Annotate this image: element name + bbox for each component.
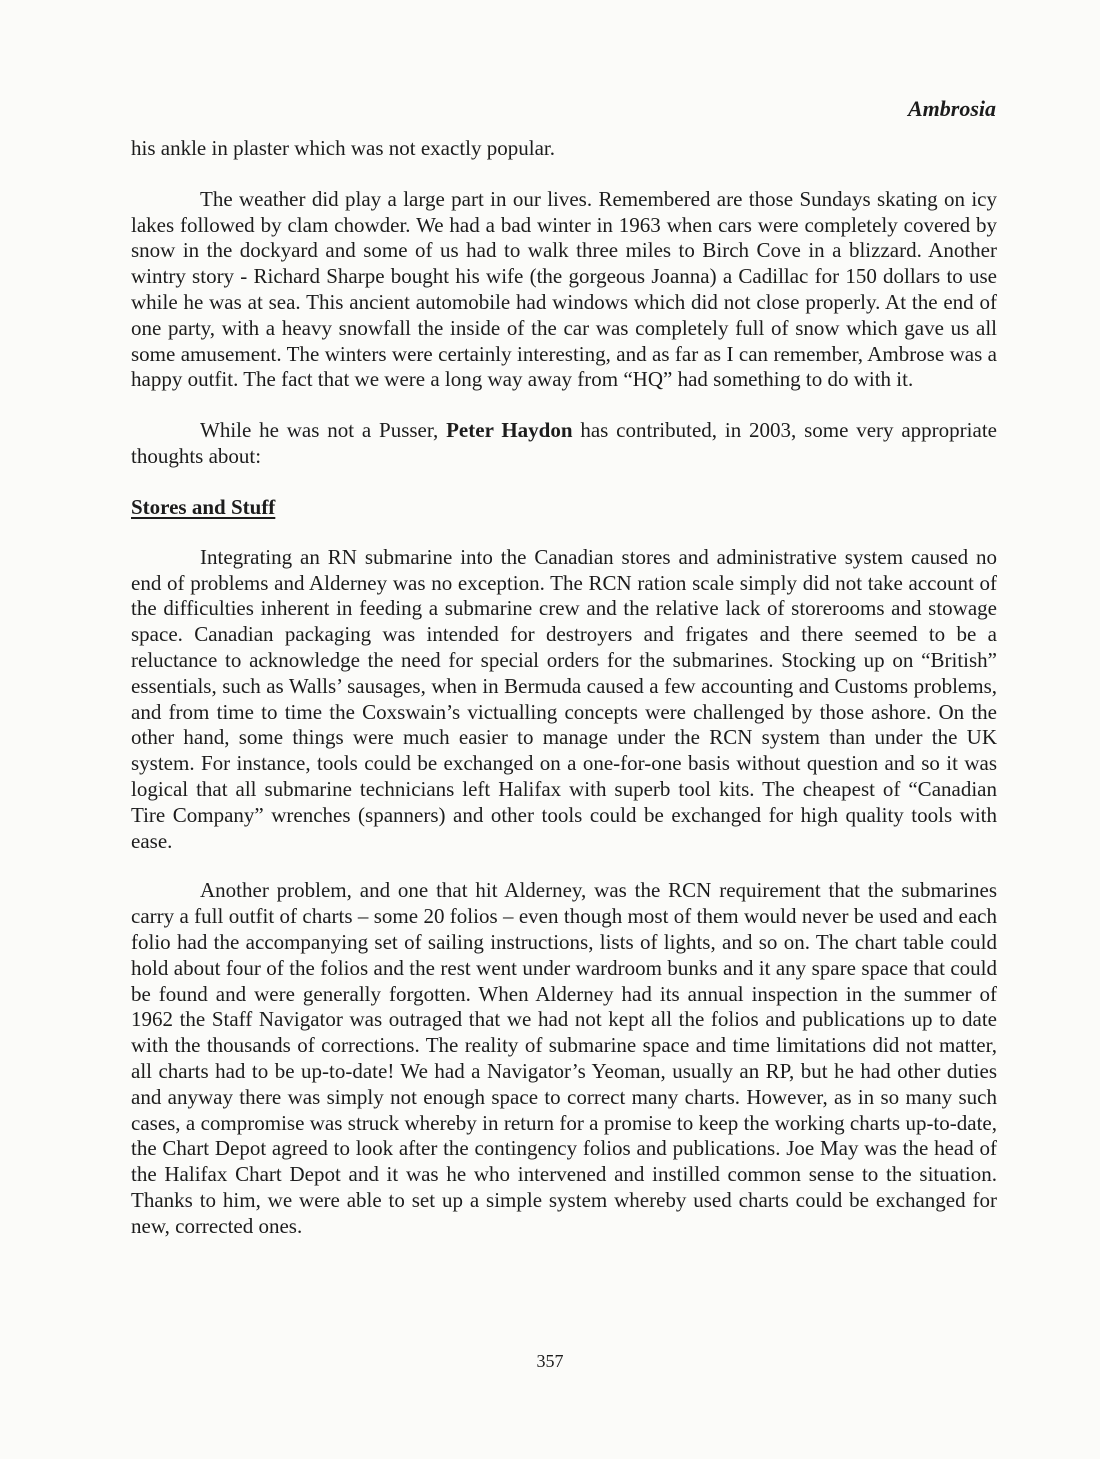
running-header-title: Ambrosia — [907, 96, 996, 121]
intro-text-after: has contributed, in 2003, some very appropriate thoughts about: — [131, 418, 997, 468]
paragraph-stores: Integrating an RN submarine into the Canadian stores and administrative system caused no end of problems and Alderney was no exception. The RCN ration scale simply did not take account of the difficulties inherent in feeding a submarine crew and the relative lack of storerooms and stowage space. Canadian packaging was intended for destroyers and frigates and there seemed to be a reluctance to acknowledge the need for special orders for the submarines. Stocking up on “British” essentials, such as Walls’ sausages, when in Bermuda caused a few accounting and Customs problems, and from time to time the Coxswain’s victualling concepts were challenged by those ashore. On the other hand, some things were much easier to manage under the RCN system than under the UK system. For instance, tools could be exchanged on a one-for-one basis without question and so it was logical that all submarine technicians left Halifax with superb tool kits. The cheapest of “Canadian Tire Company” wrenches (spanners) and other tools could be exchanged for high quality tools with ease. — [131, 544, 997, 853]
paragraph-weather: The weather did play a large part in our lives. Remembered are those Sundays skating on icy lakes followed by clam chowder. We had a bad winter in 1963 when cars were completely covered by snow in the dockyard and some of us had to walk three miles to Birch Cove in a blizzard. Another wintry story - Richard Sharpe bought his wife (the gorgeous Joanna) a Cadillac for 150 dollars to use while he was at sea. This ancient automobile had windows which did not close properly. At the end of one party, with a heavy snowfall the inside of the car was completely full of snow which gave us all some amusement. The winters were certainly interesting, and as far as I can remember, Ambrose was a happy outfit. The fact that we were a long way away from “HQ” had something to do with it. — [131, 186, 997, 392]
paragraph-charts: Another problem, and one that hit Alderney, was the RCN requirement that the submarines carry a full outfit of charts – some 20 folios – even though most of them would never be used and each folio had the accompanying set of sailing instructions, lists of lights, and so on. The chart table could hold about four of the folios and the rest went under wardroom bunks and it any spare space that could be found and were generally forgotten. When Alderney had its annual inspection in the summer of 1962 the Staff Navigator was outraged that we had not kept all the folios and publications up to date with the thousands of corrections. The reality of submarine space and time limitations did not matter, all charts had to be up-to-date! We had a Navigator’s Yeoman, usually an RP, but he had other duties and anyway there was simply not enough space to correct many charts. However, as in so many such cases, a compromise was struck whereby in return for a promise to keep the working charts up-to-date, the Chart Depot agreed to look after the contingency folios and publications. Joe May was the head of the Halifax Chart Depot and it was he who intervened and instilled common sense to the situation. Thanks to him, we were able to set up a simple system whereby used charts could be exchanged for new, corrected ones. — [131, 878, 997, 1238]
intro-text-before: While he was not a Pusser, — [200, 418, 447, 443]
paragraph-continuation: his ankle in plaster which was not exactly popular. — [131, 136, 555, 160]
page-number: 357 — [536, 1351, 564, 1371]
paragraph-introduction — [131, 418, 997, 470]
contributor-name: Peter Haydon — [446, 418, 573, 443]
section-heading: Stores and Stuff — [131, 494, 276, 519]
body-text — [131, 136, 997, 1239]
